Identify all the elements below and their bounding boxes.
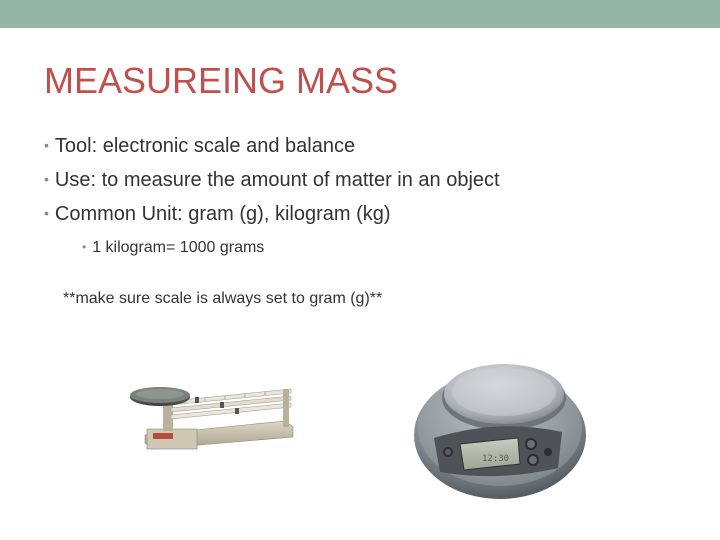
bullet-list bbox=[44, 132, 694, 268]
bullet-item bbox=[44, 132, 694, 166]
electronic-scale-image bbox=[412, 340, 587, 505]
bullet-dot-icon: • bbox=[82, 240, 87, 254]
slide-title: MEASUREING MASS bbox=[44, 60, 399, 101]
triple-beam-balance-image bbox=[125, 375, 300, 460]
bullet-text: Use: to measure the amount of matter in an object bbox=[54, 169, 500, 191]
top-accent-bar bbox=[0, 0, 720, 28]
sub-bullet-text: 1 kilogram= 1000 grams bbox=[92, 239, 265, 256]
bullet-dot-icon: • bbox=[44, 171, 49, 187]
bullet-text: Tool: electronic scale and balance bbox=[54, 135, 356, 157]
bullet-dot-icon: • bbox=[44, 205, 49, 221]
bullet-dot-icon: • bbox=[44, 137, 49, 153]
bullet-item bbox=[44, 166, 694, 200]
bullet-text: Common Unit: gram (g), kilogram (kg) bbox=[54, 203, 391, 225]
scale-note: **make sure scale is always set to gram (g)** bbox=[63, 290, 383, 307]
bullet-item bbox=[44, 200, 694, 234]
svg-text:12:30: 12:30 bbox=[482, 454, 510, 464]
sub-bullet-item bbox=[82, 234, 694, 268]
